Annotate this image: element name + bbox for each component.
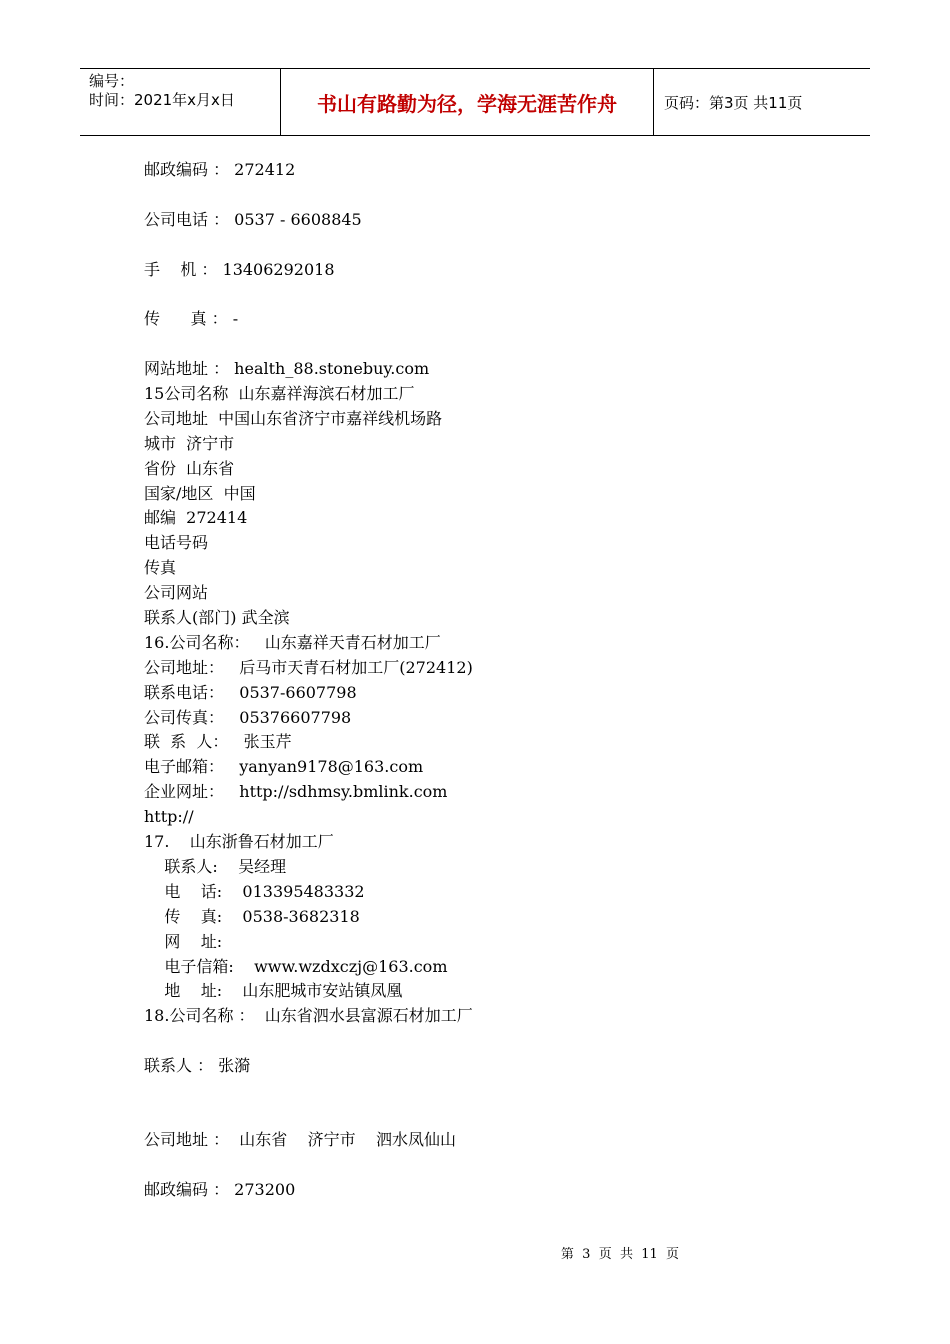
text-line: 联系电话： 0537-6607798 bbox=[144, 682, 357, 702]
text-line: 公司电话 ： 0537 - 6608845 bbox=[144, 209, 362, 229]
text-line: 电子邮箱： yanyan9178@163.com bbox=[144, 757, 424, 777]
text-line: 传 真: 0538-3682318 bbox=[144, 906, 360, 926]
text-line: 邮政编码 ： 273200 bbox=[144, 1179, 296, 1199]
header-page-cell bbox=[654, 69, 870, 135]
text-line: 公司传真： 05376607798 bbox=[144, 707, 352, 727]
header-motto-cell bbox=[281, 69, 654, 135]
text-line: 公司地址： 后马市天青石材加工厂(272412) bbox=[144, 657, 473, 677]
text-line: 省份 山东省 bbox=[144, 458, 235, 478]
document-body bbox=[144, 158, 844, 1203]
text-line: 传真 bbox=[144, 558, 177, 578]
text-line: 电话号码 bbox=[144, 533, 209, 553]
header-motto: 书山有路勤为径，学海无涯苦作舟 bbox=[317, 92, 617, 116]
text-line: 17. 山东浙鲁石材加工厂 bbox=[144, 832, 334, 852]
text-line: 手 机 ： 13406292018 bbox=[144, 259, 335, 279]
text-line: 15公司名称 山东嘉祥海滨石材加工厂 bbox=[144, 384, 415, 404]
text-line: 电子信箱: www.wzdxczj@163.com bbox=[144, 956, 448, 976]
text-line: 公司地址 中国山东省济宁市嘉祥线机场路 bbox=[144, 408, 443, 428]
page-footer: 第 3 页 共 11 页 bbox=[560, 1247, 680, 1262]
text-line: 邮编 272414 bbox=[144, 508, 248, 528]
doc-number-label: 编号： bbox=[89, 72, 135, 90]
text-line: 邮政编码 ： 272412 bbox=[144, 160, 296, 179]
text-line: 联系人: 吴经理 bbox=[144, 856, 287, 876]
text-line: 公司地址 ： 山东省 济宁市 泗水凤仙山 bbox=[144, 1129, 456, 1149]
text-line: 企业网址： http://sdhmsy.bmlink.com bbox=[144, 782, 448, 802]
text-line: 城市 济宁市 bbox=[144, 433, 235, 453]
text-line: 联系人 ： 张漪 bbox=[144, 1056, 251, 1076]
doc-time-label: 时间：2021年x月x日 bbox=[89, 91, 235, 109]
text-line: 传 真 ： - bbox=[144, 309, 239, 329]
text-line: 网站地址 ： health_88.stonebuy.com bbox=[144, 359, 430, 379]
page-header bbox=[80, 68, 870, 136]
text-line: 地 址: 山东肥城市安站镇凤凰 bbox=[144, 981, 403, 1001]
text-line: 18.公司名称 ： 山东省泗水县富源石材加工厂 bbox=[144, 1006, 473, 1026]
text-line: 国家/地区 中国 bbox=[144, 483, 256, 503]
text-line: 16.公司名称： 山东嘉祥天青石材加工厂 bbox=[144, 632, 441, 652]
text-line: 联 系 人： 张玉芹 bbox=[144, 732, 292, 752]
text-line: 网 址: bbox=[144, 931, 223, 951]
text-line: 公司网站 bbox=[144, 583, 209, 603]
text-line: 电 话: 013395483332 bbox=[144, 881, 365, 901]
text-line: 联系人(部门) 武全滨 bbox=[144, 608, 290, 628]
header-meta bbox=[80, 69, 281, 135]
text-line: http:// bbox=[144, 807, 194, 827]
header-page-info: 页码：第3页 共11页 bbox=[664, 94, 803, 112]
